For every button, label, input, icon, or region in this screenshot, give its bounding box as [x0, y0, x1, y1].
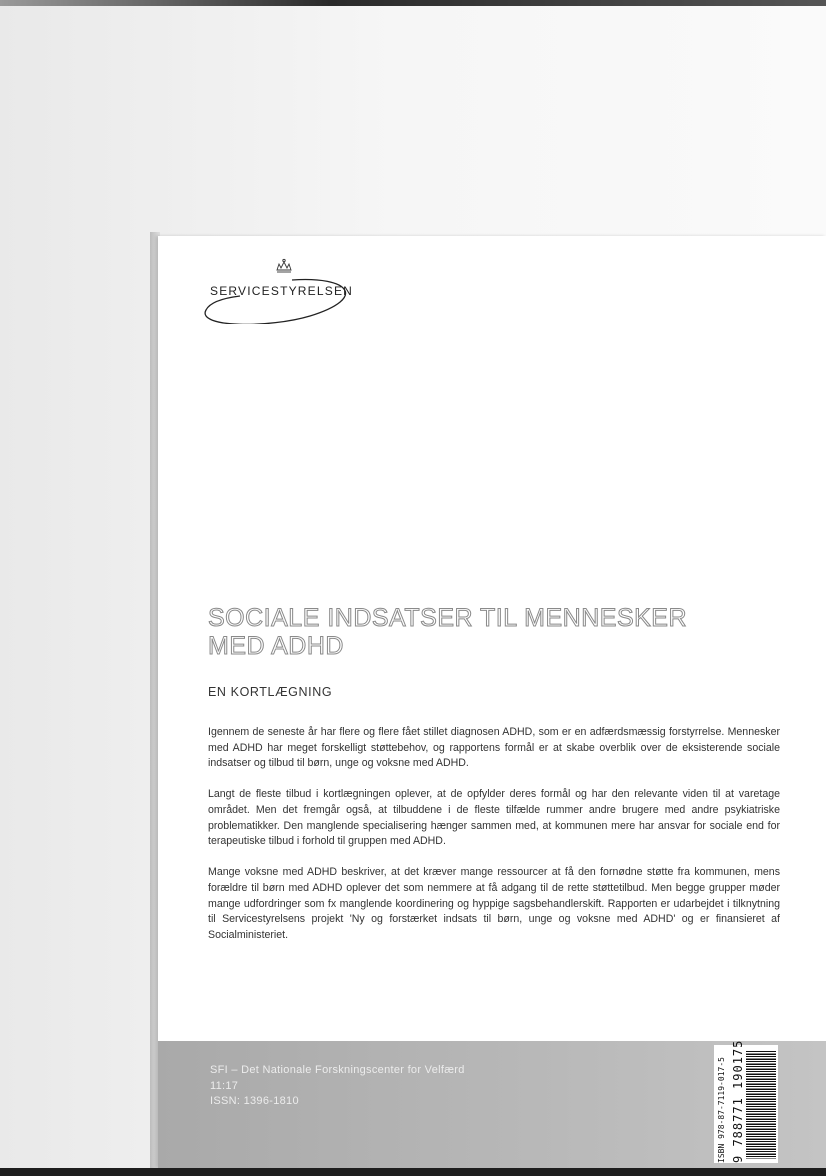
issn: ISSN: 1396-1810	[210, 1095, 299, 1107]
logo-name: SERVICESTYRELSEN	[210, 284, 354, 298]
report-subtitle: EN KORTLÆGNING	[208, 685, 333, 699]
scan-top-edge	[0, 0, 826, 6]
report-title	[208, 604, 788, 660]
summary-paragraph: Langt de fleste tilbud i kortlægningen oplever, at de opfylder deres formål og har den relevante viden til at varetage området. Men det fremgår også, at tilbuddene i de fleste tilfælde rummer andre brugere med andre psykiatriske problematikker. Den manglende specialisering hænger sammen med, at kommunen mere har ansvar for sociale end for terapeutiske tilbud i forhold til gruppen med ADHD.	[208, 788, 780, 848]
publisher-name: SFI – Det Nationale Forskningscenter for Velfærd	[210, 1064, 465, 1076]
crown-icon	[277, 259, 291, 272]
summary-paragraph: Igennem de seneste år har flere og flere fået stillet diagnosen ADHD, som er en adfærdsmæssig forstyrrelse. Mennesker med ADHD har meget forskelligt støttebehov, og rapportens formål er at skabe overblik over de eksisterende sociale indsatser og tilbud til børn, unge og voksne med ADHD.	[208, 726, 780, 770]
publisher-info	[210, 1063, 465, 1110]
summary-text	[208, 725, 780, 959]
isbn-label: ISBN 978-87-7119-017-5	[717, 1057, 726, 1163]
servicestyrelsen-logo	[200, 258, 360, 324]
barcode-bars	[746, 1051, 776, 1159]
ean-digits: 9 788771 190175	[731, 1039, 745, 1163]
report-cover	[158, 236, 826, 1168]
report-title-line-2: MED ADHD	[208, 632, 344, 660]
isbn-barcode	[714, 1039, 778, 1163]
report-title-line-1: SOCIALE INDSATSER TIL MENNESKER	[208, 604, 688, 632]
report-number: 11:17	[210, 1079, 239, 1092]
summary-paragraph: Mange voksne med ADHD beskriver, at det kræver mange ressourcer at få den fornødne støtte fra kommunen, mens forældre til børn med ADHD oplever det som nemmere at få adgang til de rette støttetilbud. Men begge grupper møder mange udfordringer som fx manglende koordinering og hyppige sagsbehandlerskift. Rapporten er udarbejdet i tilknytning til Servicestyrelsens projekt 'Ny og forstærket indsats til børn, unge og voksne med ADHD' og er finansieret af Socialministeriet.	[208, 866, 780, 941]
publisher-footer	[158, 1041, 826, 1168]
scan-bottom-edge	[0, 1168, 826, 1176]
